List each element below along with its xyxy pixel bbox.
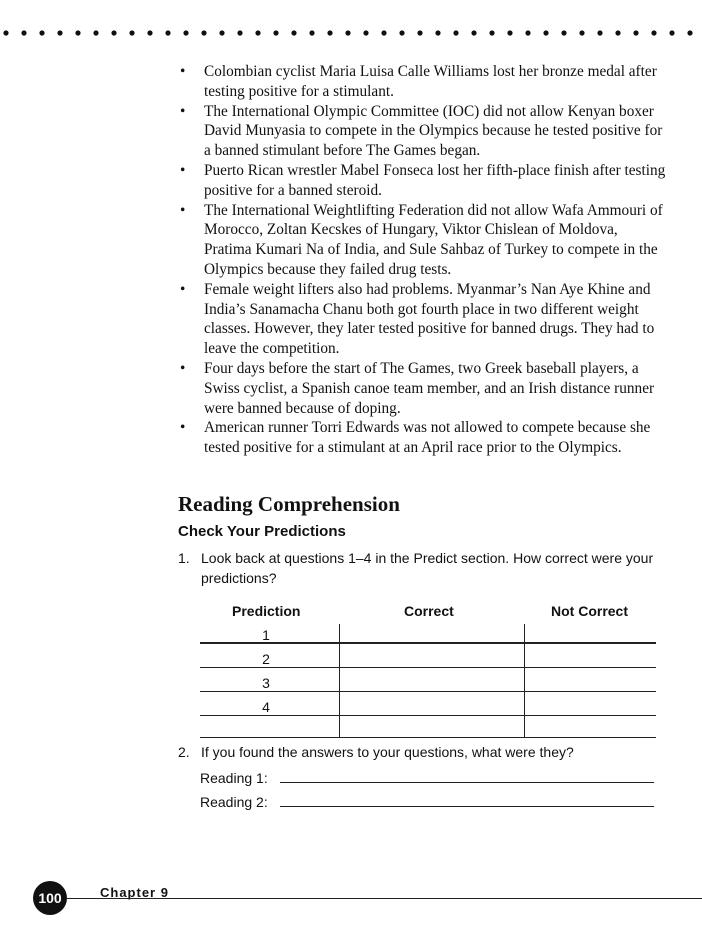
border-dot (471, 30, 476, 35)
border-dot (75, 30, 80, 35)
bullet-icon: • (180, 359, 186, 377)
border-dot (615, 30, 620, 35)
border-dot (417, 30, 422, 35)
list-item: • The International Weightlifting Federation did not allow Wafa Ammouri of Morocco, Zoltan Kecskes of Hungary, Viktor Chislean of Moldova, Pratima Kumari Na of India, and Sule Sahbaz of Turkey to compete in the Olympics because they failed drug tests. (180, 201, 663, 278)
subsection-title: Check Your Predictions (178, 523, 346, 540)
border-dot (435, 30, 440, 35)
border-dot (291, 30, 296, 35)
table-rule (200, 691, 656, 692)
table-rule (200, 715, 656, 716)
reading-2-answer-line[interactable] (280, 806, 654, 807)
border-dot (39, 30, 44, 35)
footer-rule (66, 898, 702, 899)
list-item: • Puerto Rican wrestler Mabel Fonseca lost her fifth-place finish after testing positive for a banned steroid. (180, 161, 666, 199)
reading-1-label: Reading 1: (200, 770, 268, 786)
table-row-number: 2 (262, 651, 270, 667)
header-not-correct: Not Correct (551, 603, 629, 619)
border-dot (327, 30, 332, 35)
border-dot (489, 30, 494, 35)
list-item: • Colombian cyclist Maria Luisa Calle Williams lost her bronze medal after testing positive for a stimulant. (180, 63, 657, 100)
border-dot (507, 30, 512, 35)
question-text: If you found the answers to your questions, what were they? (201, 744, 574, 760)
border-dot (255, 30, 260, 35)
reading-1-answer-line[interactable] (280, 782, 654, 783)
bullet-icon: • (180, 161, 186, 179)
border-dot (651, 30, 656, 35)
table-rule (200, 667, 656, 668)
question-2 (178, 742, 658, 762)
list-item: • Female weight lifters also had problems. Myanmar’s Nan Aye Khine and India’s Sanamacha Chanu both got fourth place in two different weight classes. However, they later tested positive for banned drugs. They had to leave the competition. (180, 280, 655, 358)
page-number: 100 (33, 881, 67, 915)
border-dot (687, 30, 692, 35)
question-number: 1. (178, 550, 190, 566)
bullet-icon: • (180, 280, 186, 298)
list-item: • Four days before the start of The Games, two Greek baseball players, a Swiss cyclist, a Spanish canoe team member, and an Irish distance runner were banned because of doping. (180, 359, 655, 417)
reading-2-label: Reading 2: (200, 794, 268, 810)
border-dot (57, 30, 62, 35)
border-dot (237, 30, 242, 35)
border-dot (309, 30, 314, 35)
border-dot (273, 30, 278, 35)
news-bullet-list (178, 62, 668, 458)
bullet-icon: • (180, 63, 186, 80)
border-dot (201, 30, 206, 35)
question-text: Look back at questions 1–4 in the Predict section. How correct were your predictions? (201, 550, 654, 586)
border-dot (453, 30, 458, 35)
border-dot (219, 30, 224, 35)
question-1 (178, 548, 658, 588)
border-dot (579, 30, 584, 35)
border-dot (597, 30, 602, 35)
list-item: • The International Olympic Committee (IOC) did not allow Kenyan boxer David Munyasia to compete in the Olympics because he tested positive for a banned stimulant before The Games began. (180, 102, 663, 160)
border-dot (381, 30, 386, 35)
border-dot (147, 30, 152, 35)
border-dot (345, 30, 350, 35)
border-dot (363, 30, 368, 35)
bullet-icon: • (180, 201, 186, 219)
border-dot (399, 30, 404, 35)
border-dot (633, 30, 638, 35)
border-dot (3, 30, 8, 35)
dotted-border (0, 28, 702, 38)
bullet-icon: • (180, 419, 186, 437)
table-row-number: 3 (262, 675, 270, 691)
border-dot (561, 30, 566, 35)
table-rule (200, 737, 656, 738)
list-item: • American runner Torri Edwards was not allowed to compete because she tested positive for a stimulant at an April race prior to the Olympics. (180, 419, 651, 457)
border-dot (129, 30, 134, 35)
header-correct: Correct (404, 603, 454, 619)
border-dot (93, 30, 98, 35)
section-title: Reading Comprehension (178, 492, 400, 516)
question-number: 2. (178, 744, 190, 760)
border-dot (525, 30, 530, 35)
border-dot (21, 30, 26, 35)
border-dot (669, 30, 674, 35)
header-prediction: Prediction (232, 603, 301, 619)
table-row-number: 4 (262, 699, 270, 715)
border-dot (111, 30, 116, 35)
table-row-number: 1 (262, 627, 270, 643)
chapter-label: Chapter 9 (100, 885, 169, 900)
bullet-icon: • (180, 102, 186, 120)
border-dot (543, 30, 548, 35)
border-dot (165, 30, 170, 35)
border-dot (183, 30, 188, 35)
